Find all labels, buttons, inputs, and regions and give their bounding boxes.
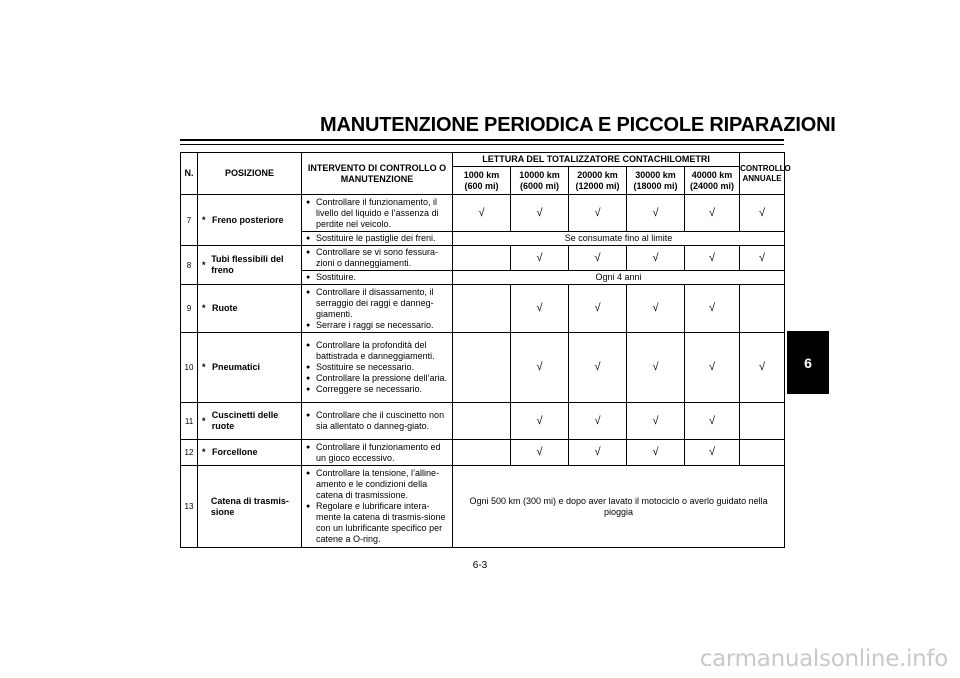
header-annual-line1: CONTROLLO <box>740 163 791 173</box>
action-item: ● Correggere se necessario. <box>316 384 450 395</box>
check-mark: √ <box>685 440 740 466</box>
empty-cell <box>740 403 785 440</box>
check-mark: √ <box>685 403 740 440</box>
interval-mi: (600 mi) <box>464 180 499 191</box>
table-row <box>181 195 785 232</box>
page-title: MANUTENZIONE PERIODICA E PICCOLE RIPARAZIONI <box>320 114 836 136</box>
check-mark: √ <box>569 333 627 403</box>
action-item: ● Controllare il funzionamento ed un gioco eccessivo. <box>316 442 450 464</box>
row-action <box>302 195 453 232</box>
page-number: 6-3 <box>472 560 488 571</box>
row-num: 8 <box>181 246 198 285</box>
action-item: ● Sostituire. <box>316 272 450 283</box>
interval-mi: (24000 mi) <box>690 180 735 191</box>
row-position <box>198 466 302 548</box>
row-action <box>302 403 453 440</box>
row-position <box>198 285 302 333</box>
check-mark: √ <box>511 285 569 333</box>
action-item: ● Controllare la tensione, l’alline-amento e le condizioni della catena di trasmissione. <box>316 468 450 501</box>
check-mark: √ <box>569 440 627 466</box>
interval-note: Ogni 4 anni <box>453 271 785 285</box>
star-mark: * <box>202 415 206 426</box>
row-position <box>198 195 302 246</box>
check-mark: √ <box>511 440 569 466</box>
check-mark: √ <box>740 195 785 232</box>
action-item: ● Sostituire le pastiglie dei freni. <box>316 233 450 244</box>
position-label: Freno posteriore <box>212 214 284 225</box>
empty-cell <box>453 333 511 403</box>
check-mark: √ <box>685 285 740 333</box>
title-rule-thin <box>180 144 784 145</box>
title-rule <box>180 139 784 141</box>
table-row <box>181 440 785 466</box>
empty-cell <box>453 440 511 466</box>
check-mark: √ <box>569 246 627 271</box>
interval-note: Ogni 500 km (300 mi) e dopo aver lavato il motociclo o averlo guidato nella pioggia <box>453 466 785 548</box>
check-mark: √ <box>627 285 685 333</box>
action-item: ● Controllare la profondità del battistrada e danneggiamenti. <box>316 340 450 362</box>
row-num: 11 <box>181 403 198 440</box>
check-mark: √ <box>627 333 685 403</box>
empty-cell <box>740 440 785 466</box>
table-row <box>181 246 785 271</box>
position-label: Pneumatici <box>212 362 261 372</box>
empty-cell <box>453 246 511 271</box>
check-mark: √ <box>740 333 785 403</box>
row-action <box>302 466 453 548</box>
check-mark: √ <box>511 333 569 403</box>
row-action <box>302 271 453 285</box>
check-mark: √ <box>627 403 685 440</box>
interval-mi: (6000 mi) <box>519 180 560 191</box>
action-item: ● Serrare i raggi se necessario. <box>316 320 450 331</box>
row-position <box>198 440 302 466</box>
check-mark: √ <box>511 195 569 232</box>
maintenance-table <box>180 152 791 548</box>
row-action <box>302 333 453 403</box>
check-mark: √ <box>627 246 685 271</box>
row-position <box>198 403 302 440</box>
check-mark: √ <box>569 403 627 440</box>
row-position <box>198 246 302 285</box>
interval-km: 30000 km <box>635 169 676 180</box>
check-mark: √ <box>453 195 511 232</box>
header-interval <box>627 167 685 195</box>
header-interval <box>511 167 569 195</box>
star-mark: * <box>202 447 206 457</box>
interval-km: 10000 km <box>519 169 560 180</box>
chapter-tab[interactable]: 6 <box>787 331 829 394</box>
header-annual-line2: ANNUALE <box>742 173 782 183</box>
position-label: Tubi flessibili del freno <box>211 254 284 275</box>
action-item: ● Controllare che il cuscinetto non sia allentato o danneg-giato. <box>316 410 450 432</box>
check-mark: √ <box>569 285 627 333</box>
row-num: 13 <box>181 466 198 548</box>
table-row <box>181 285 785 333</box>
header-interval <box>685 167 740 195</box>
row-position <box>198 333 302 403</box>
interval-note: Se consumate fino al limite <box>453 232 785 246</box>
row-action <box>302 232 453 246</box>
check-mark: √ <box>685 246 740 271</box>
header-annual <box>740 153 791 195</box>
header-interval <box>569 167 627 195</box>
empty-cell <box>740 285 785 333</box>
interval-mi: (12000 mi) <box>575 180 620 191</box>
action-item: ● Controllare se vi sono fessura-zioni o danneggiamenti. <box>316 247 450 269</box>
star-mark: * <box>202 362 206 372</box>
interval-km: 40000 km <box>691 169 733 180</box>
header-position: POSIZIONE <box>198 153 302 195</box>
action-item: ● Controllare il funzionamento, il livello del liquido e l’assenza di perdite nel veicolo. <box>316 197 450 230</box>
table-row <box>181 403 785 440</box>
row-action <box>302 285 453 333</box>
check-mark: √ <box>685 333 740 403</box>
header-num: N. <box>181 153 198 195</box>
watermark: carmanualsonline.info <box>699 646 948 672</box>
row-action <box>302 440 453 466</box>
check-mark: √ <box>569 195 627 232</box>
action-item: ● Controllare la pressione dell’aria. <box>316 373 450 384</box>
table-row <box>181 333 785 403</box>
check-mark: √ <box>740 246 785 271</box>
position-label: Cuscinetti delle ruote <box>211 410 279 431</box>
interval-mi: (18000 mi) <box>633 180 678 191</box>
empty-cell <box>453 403 511 440</box>
position-label: Forcellone <box>212 447 258 457</box>
interval-km: 1000 km <box>463 169 500 180</box>
action-item: ● Sostituire se necessario. <box>316 362 450 373</box>
position-label: Ruote <box>212 303 238 313</box>
action-item: ● Controllare il disassamento, il serraggio dei raggi e danneg-giamenti. <box>316 287 450 320</box>
header-action: INTERVENTO DI CONTROLLO O MANUTENZIONE <box>302 153 453 195</box>
row-num: 12 <box>181 440 198 466</box>
check-mark: √ <box>685 195 740 232</box>
row-action <box>302 246 453 271</box>
star-mark: * <box>202 259 206 270</box>
row-num: 7 <box>181 195 198 246</box>
position-label: Catena di trasmis-sione <box>210 495 289 517</box>
table-row <box>181 466 785 548</box>
check-mark: √ <box>627 195 685 232</box>
empty-cell <box>453 285 511 333</box>
action-item: ● Regolare e lubrificare intera-mente la catena di trasmis-sione con un lubrificante specifico per catene a O-ring. <box>316 501 450 545</box>
star-mark: * <box>202 214 206 225</box>
check-mark: √ <box>627 440 685 466</box>
row-num: 10 <box>181 333 198 403</box>
header-odometer: LETTURA DEL TOTALIZZATORE CONTACHILOMETRI <box>453 153 740 167</box>
row-num: 9 <box>181 285 198 333</box>
check-mark: √ <box>511 246 569 271</box>
header-interval <box>453 167 511 195</box>
check-mark: √ <box>511 403 569 440</box>
star-mark: * <box>202 303 206 313</box>
interval-km: 20000 km <box>577 169 618 180</box>
